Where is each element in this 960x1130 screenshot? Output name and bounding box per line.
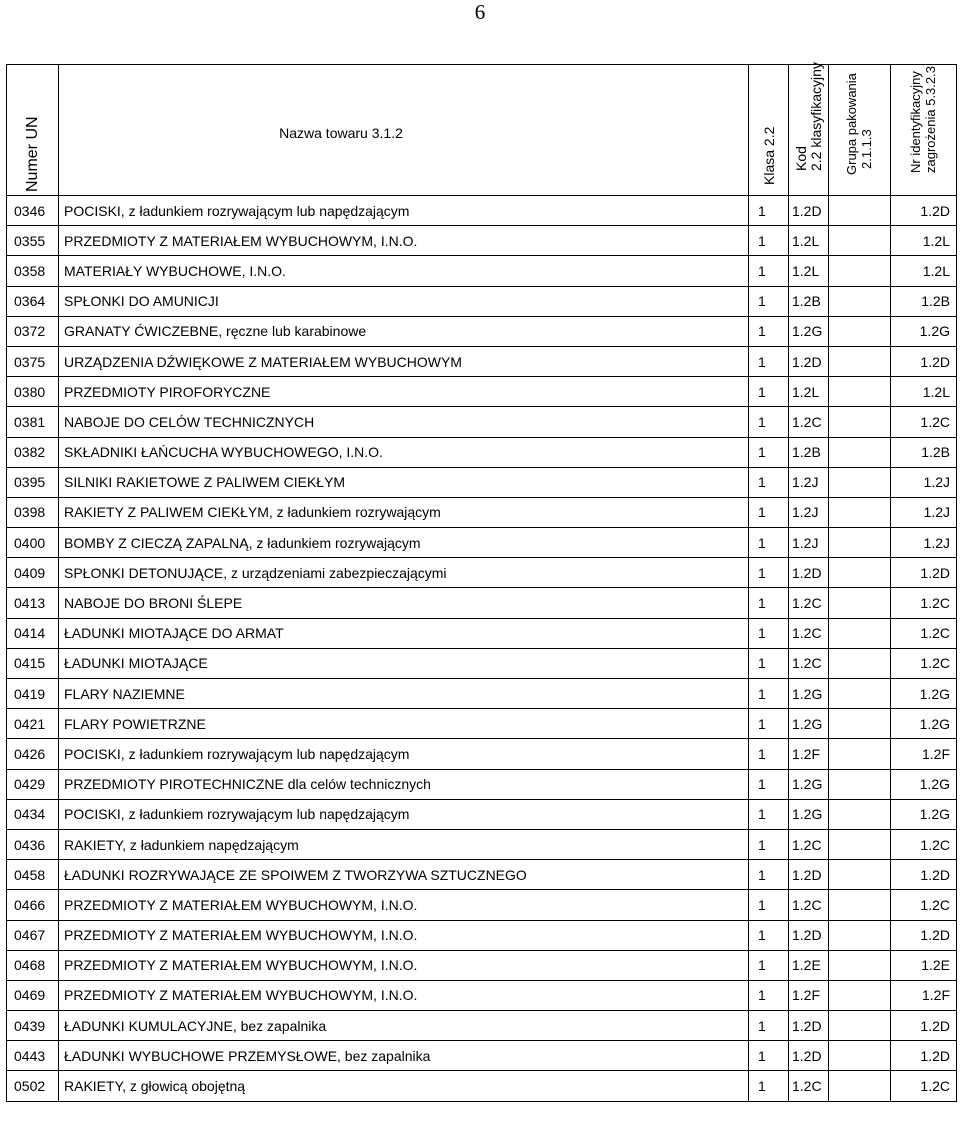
table-row — [7, 437, 957, 467]
grupa-cell — [829, 648, 891, 678]
kod-cell: 1.2G — [789, 769, 829, 799]
kod-cell: 1.2J — [789, 467, 829, 497]
kod-cell: 1.2F — [789, 739, 829, 769]
name-cell: RAKIETY, z ładunkiem napędzającym — [59, 829, 749, 859]
table-row — [7, 196, 957, 226]
nr-cell: 1.2L — [891, 226, 957, 256]
grupa-cell — [829, 377, 891, 407]
kod-cell: 1.2G — [789, 799, 829, 829]
klasa-cell: 1 — [749, 377, 789, 407]
klasa-cell: 1 — [749, 679, 789, 709]
name-cell: ŁADUNKI ROZRYWAJĄCE ZE SPOIWEM Z TWORZYWA SZTUCZNEGO — [59, 860, 749, 890]
un-number-cell: 0458 — [7, 860, 59, 890]
grupa-cell — [829, 739, 891, 769]
un-number-cell: 0467 — [7, 920, 59, 950]
un-number-cell: 0395 — [7, 467, 59, 497]
nr-cell: 1.2D — [891, 1011, 957, 1041]
name-cell: ŁADUNKI MIOTAJĄCE DO ARMAT — [59, 618, 749, 648]
header-kod-line2: 2.2 klasyfikacyjny — [807, 62, 824, 171]
table-row — [7, 256, 957, 286]
klasa-cell: 1 — [749, 950, 789, 980]
name-cell: PRZEDMIOTY Z MATERIAŁEM WYBUCHOWYM, I.N.O. — [59, 950, 749, 980]
header-kod — [789, 62, 829, 196]
un-number-cell: 0382 — [7, 437, 59, 467]
grupa-cell — [829, 316, 891, 346]
kod-cell: 1.2L — [789, 226, 829, 256]
name-cell: RAKIETY Z PALIWEM CIEKŁYM, z ładunkiem rozrywającym — [59, 497, 749, 527]
grupa-cell — [829, 799, 891, 829]
kod-cell: 1.2C — [789, 648, 829, 678]
klasa-cell: 1 — [749, 407, 789, 437]
kod-cell: 1.2C — [789, 829, 829, 859]
nr-cell: 1.2L — [891, 377, 957, 407]
un-number-cell: 0398 — [7, 497, 59, 527]
kod-cell: 1.2G — [789, 709, 829, 739]
grupa-cell — [829, 558, 891, 588]
un-number-cell: 0436 — [7, 829, 59, 859]
name-cell: SKŁADNIKI ŁAŃCUCHA WYBUCHOWEGO, I.N.O. — [59, 437, 749, 467]
klasa-cell: 1 — [749, 890, 789, 920]
nr-cell: 1.2C — [891, 829, 957, 859]
name-cell: PRZEDMIOTY Z MATERIAŁEM WYBUCHOWYM, I.N.O. — [59, 980, 749, 1010]
nr-cell: 1.2D — [891, 1041, 957, 1071]
table-row — [7, 528, 957, 558]
table-row — [7, 467, 957, 497]
nr-cell: 1.2D — [891, 196, 957, 226]
header-grupa — [829, 65, 891, 196]
klasa-cell: 1 — [749, 980, 789, 1010]
kod-cell: 1.2C — [789, 890, 829, 920]
klasa-cell: 1 — [749, 709, 789, 739]
klasa-cell: 1 — [749, 920, 789, 950]
name-cell: POCISKI, z ładunkiem rozrywającym lub napędzającym — [59, 799, 749, 829]
un-number-cell: 0375 — [7, 346, 59, 376]
klasa-cell: 1 — [749, 618, 789, 648]
klasa-cell: 1 — [749, 437, 789, 467]
nr-cell: 1.2J — [891, 497, 957, 527]
klasa-cell: 1 — [749, 286, 789, 316]
name-cell: PRZEDMIOTY PIROTECHNICZNE dla celów technicznych — [59, 769, 749, 799]
grupa-cell — [829, 829, 891, 859]
grupa-cell — [829, 980, 891, 1010]
table-row — [7, 377, 957, 407]
un-number-cell: 0381 — [7, 407, 59, 437]
nr-cell: 1.2G — [891, 769, 957, 799]
table-row — [7, 980, 957, 1010]
nr-cell: 1.2D — [891, 558, 957, 588]
header-klasa-label: Klasa 2.2 — [760, 126, 777, 185]
name-cell: SPŁONKI DETONUJĄCE, z urządzeniami zabezpieczającymi — [59, 558, 749, 588]
kod-cell: 1.2G — [789, 679, 829, 709]
kod-cell: 1.2B — [789, 286, 829, 316]
kod-cell: 1.2C — [789, 407, 829, 437]
kod-cell: 1.2D — [789, 1011, 829, 1041]
table-row — [7, 497, 957, 527]
klasa-cell: 1 — [749, 226, 789, 256]
un-number-cell: 0364 — [7, 286, 59, 316]
nr-cell: 1.2C — [891, 1071, 957, 1101]
name-cell: NABOJE DO BRONI ŚLEPE — [59, 588, 749, 618]
table-row — [7, 346, 957, 376]
table-row — [7, 799, 957, 829]
un-number-cell: 0409 — [7, 558, 59, 588]
name-cell: RAKIETY, z głowicą obojętną — [59, 1071, 749, 1101]
header-name-label: Nazwa towaru 3.1.2 — [279, 125, 403, 141]
grupa-cell — [829, 226, 891, 256]
un-number-cell: 0346 — [7, 196, 59, 226]
table-row — [7, 950, 957, 980]
table-row — [7, 920, 957, 950]
nr-cell: 1.2C — [891, 890, 957, 920]
grupa-cell — [829, 467, 891, 497]
nr-cell: 1.2J — [891, 528, 957, 558]
nr-cell: 1.2J — [891, 467, 957, 497]
grupa-cell — [829, 286, 891, 316]
nr-cell: 1.2D — [891, 860, 957, 890]
un-number-cell: 0434 — [7, 799, 59, 829]
un-number-cell: 0380 — [7, 377, 59, 407]
nr-cell: 1.2D — [891, 346, 957, 376]
name-cell: PRZEDMIOTY Z MATERIAŁEM WYBUCHOWYM, I.N.O. — [59, 226, 749, 256]
table-row — [7, 1071, 957, 1101]
klasa-cell: 1 — [749, 256, 789, 286]
kod-cell: 1.2L — [789, 256, 829, 286]
kod-cell: 1.2C — [789, 588, 829, 618]
nr-cell: 1.2E — [891, 950, 957, 980]
name-cell: MATERIAŁY WYBUCHOWE, I.N.O. — [59, 256, 749, 286]
name-cell: PRZEDMIOTY Z MATERIAŁEM WYBUCHOWYM, I.N.O. — [59, 920, 749, 950]
table-row — [7, 286, 957, 316]
grupa-cell — [829, 860, 891, 890]
table-header-row — [7, 65, 957, 196]
grupa-cell — [829, 950, 891, 980]
table-row — [7, 890, 957, 920]
kod-cell: 1.2D — [789, 1041, 829, 1071]
header-nr-identyfikacyjny — [891, 65, 957, 196]
header-nr-line2: zagrożenia 5.3.2.3 — [922, 66, 938, 173]
nr-cell: 1.2F — [891, 980, 957, 1010]
table-row — [7, 860, 957, 890]
un-number-cell: 0466 — [7, 890, 59, 920]
klasa-cell: 1 — [749, 316, 789, 346]
un-number-cell: 0439 — [7, 1011, 59, 1041]
klasa-cell: 1 — [749, 829, 789, 859]
name-cell: PRZEDMIOTY PIROFORYCZNE — [59, 377, 749, 407]
grupa-cell — [829, 196, 891, 226]
un-number-cell: 0372 — [7, 316, 59, 346]
un-number-cell: 0413 — [7, 588, 59, 618]
kod-cell: 1.2D — [789, 346, 829, 376]
grupa-cell — [829, 528, 891, 558]
un-number-cell: 0415 — [7, 648, 59, 678]
table-row — [7, 739, 957, 769]
grupa-cell — [829, 1011, 891, 1041]
name-cell: GRANATY ĆWICZEBNE, ręczne lub karabinowe — [59, 316, 749, 346]
name-cell: NABOJE DO CELÓW TECHNICZNYCH — [59, 407, 749, 437]
un-number-cell: 0400 — [7, 528, 59, 558]
un-number-cell: 0355 — [7, 226, 59, 256]
grupa-cell — [829, 679, 891, 709]
klasa-cell: 1 — [749, 1011, 789, 1041]
klasa-cell: 1 — [749, 558, 789, 588]
grupa-cell — [829, 346, 891, 376]
header-grupa-line2: 2.1.1.3 — [858, 129, 874, 169]
page-number: 6 — [474, 0, 486, 24]
header-un-label: Numer UN — [23, 116, 41, 192]
klasa-cell: 1 — [749, 739, 789, 769]
un-number-cell: 0469 — [7, 980, 59, 1010]
table-row — [7, 558, 957, 588]
name-cell: POCISKI, z ładunkiem rozrywającym lub napędzającym — [59, 196, 749, 226]
table-row — [7, 679, 957, 709]
kod-cell: 1.2L — [789, 377, 829, 407]
grupa-cell — [829, 437, 891, 467]
nr-cell: 1.2L — [891, 256, 957, 286]
nr-cell: 1.2C — [891, 588, 957, 618]
klasa-cell: 1 — [749, 799, 789, 829]
kod-cell: 1.2D — [789, 860, 829, 890]
name-cell: ŁADUNKI MIOTAJĄCE — [59, 648, 749, 678]
grupa-cell — [829, 890, 891, 920]
name-cell: FLARY POWIETRZNE — [59, 709, 749, 739]
table-row — [7, 226, 957, 256]
header-nr-line1: Nr identyfikacyjny — [907, 71, 923, 173]
nr-cell: 1.2C — [891, 618, 957, 648]
header-grupa-line1: Grupa pakowania — [843, 73, 859, 175]
grupa-cell — [829, 1041, 891, 1071]
grupa-cell — [829, 769, 891, 799]
table-row — [7, 648, 957, 678]
grupa-cell — [829, 497, 891, 527]
kod-cell: 1.2D — [789, 920, 829, 950]
un-number-cell: 0429 — [7, 769, 59, 799]
table-row — [7, 829, 957, 859]
nr-cell: 1.2G — [891, 316, 957, 346]
klasa-cell: 1 — [749, 1041, 789, 1071]
table-body — [7, 196, 957, 1102]
kod-cell: 1.2J — [789, 497, 829, 527]
nr-cell: 1.2C — [891, 648, 957, 678]
name-cell: PRZEDMIOTY Z MATERIAŁEM WYBUCHOWYM, I.N.O. — [59, 890, 749, 920]
kod-cell: 1.2C — [789, 1071, 829, 1101]
table-row — [7, 1011, 957, 1041]
name-cell: ŁADUNKI WYBUCHOWE PRZEMYSŁOWE, bez zapalnika — [59, 1041, 749, 1071]
name-cell: FLARY NAZIEMNE — [59, 679, 749, 709]
un-number-cell: 0468 — [7, 950, 59, 980]
kod-cell: 1.2G — [789, 316, 829, 346]
grupa-cell — [829, 709, 891, 739]
nr-cell: 1.2G — [891, 709, 957, 739]
un-number-cell: 0358 — [7, 256, 59, 286]
grupa-cell — [829, 1071, 891, 1101]
kod-cell: 1.2C — [789, 618, 829, 648]
header-klasa — [749, 65, 789, 196]
kod-cell: 1.2D — [789, 196, 829, 226]
kod-cell: 1.2J — [789, 528, 829, 558]
grupa-cell — [829, 920, 891, 950]
name-cell: ŁADUNKI KUMULACYJNE, bez zapalnika — [59, 1011, 749, 1041]
klasa-cell: 1 — [749, 467, 789, 497]
klasa-cell: 1 — [749, 528, 789, 558]
name-cell: POCISKI, z ładunkiem rozrywającym lub napędzającym — [59, 739, 749, 769]
table-row — [7, 316, 957, 346]
table-row — [7, 588, 957, 618]
klasa-cell: 1 — [749, 648, 789, 678]
table-row — [7, 709, 957, 739]
nr-cell: 1.2G — [891, 679, 957, 709]
table-row — [7, 407, 957, 437]
grupa-cell — [829, 618, 891, 648]
kod-cell: 1.2D — [789, 558, 829, 588]
header-name — [59, 65, 749, 196]
klasa-cell: 1 — [749, 588, 789, 618]
header-kod-line1: Kod — [792, 146, 809, 171]
un-number-cell: 0502 — [7, 1071, 59, 1101]
name-cell: BOMBY Z CIECZĄ ZAPALNĄ, z ładunkiem rozrywającym — [59, 528, 749, 558]
name-cell: SPŁONKI DO AMUNICJI — [59, 286, 749, 316]
kod-cell: 1.2E — [789, 950, 829, 980]
grupa-cell — [829, 256, 891, 286]
un-number-cell: 0414 — [7, 618, 59, 648]
klasa-cell: 1 — [749, 1071, 789, 1101]
un-number-cell: 0421 — [7, 709, 59, 739]
klasa-cell: 1 — [749, 860, 789, 890]
un-number-cell: 0419 — [7, 679, 59, 709]
table-row — [7, 1041, 957, 1071]
kod-cell: 1.2B — [789, 437, 829, 467]
kod-cell: 1.2F — [789, 980, 829, 1010]
klasa-cell: 1 — [749, 196, 789, 226]
name-cell: URZĄDZENIA DŹWIĘKOWE Z MATERIAŁEM WYBUCHOWYM — [59, 346, 749, 376]
table-row — [7, 618, 957, 648]
nr-cell: 1.2F — [891, 739, 957, 769]
grupa-cell — [829, 588, 891, 618]
klasa-cell: 1 — [749, 497, 789, 527]
nr-cell: 1.2B — [891, 437, 957, 467]
grupa-cell — [829, 407, 891, 437]
un-number-cell: 0443 — [7, 1041, 59, 1071]
un-number-cell: 0426 — [7, 739, 59, 769]
nr-cell: 1.2C — [891, 407, 957, 437]
header-un-number — [7, 65, 59, 196]
nr-cell: 1.2D — [891, 920, 957, 950]
name-cell: SILNIKI RAKIETOWE Z PALIWEM CIEKŁYM — [59, 467, 749, 497]
klasa-cell: 1 — [749, 346, 789, 376]
un-goods-table — [6, 64, 957, 1102]
klasa-cell: 1 — [749, 769, 789, 799]
nr-cell: 1.2G — [891, 799, 957, 829]
nr-cell: 1.2B — [891, 286, 957, 316]
table-row — [7, 769, 957, 799]
